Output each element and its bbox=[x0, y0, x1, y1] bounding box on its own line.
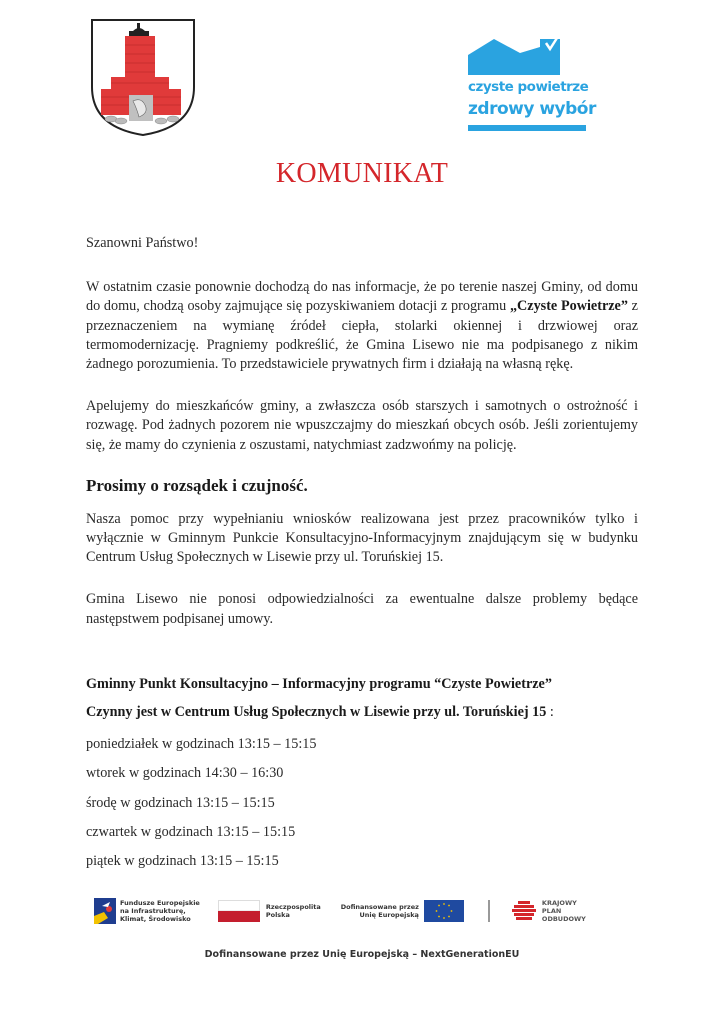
eu-flag-icon bbox=[424, 900, 464, 922]
logo-underline bbox=[468, 125, 586, 131]
office-location-text: Czynny jest w Centrum Usług Społecznych w Lisewie przy ul. Toruńskiej 15 bbox=[86, 704, 547, 721]
divider bbox=[488, 900, 490, 922]
paragraph-3: Nasza pomoc przy wypełnianiu wniosków realizowana jest przez pracowników tylko i wyłącznie w Gminnym Punkcie Konsultacyjno-Informacyjnym znajdującym się w budynku Centrum Usług Społecznych w Lisewie przy ul. Toruńskiej 15. bbox=[86, 510, 638, 566]
office-name: Gminny Punkt Konsultacyjno – Informacyjny programu “Czyste Powietrze” bbox=[86, 675, 552, 692]
office-location bbox=[86, 703, 638, 722]
eu-logo bbox=[341, 900, 464, 922]
page-title: KOMUNIKAT bbox=[275, 158, 449, 189]
program-name: „Czyste Powietrze” bbox=[509, 298, 628, 315]
hours-monday: poniedziałek w godzinach 13:15 – 15:15 bbox=[86, 736, 317, 753]
hours-thursday: czwartek w godzinach 13:15 – 15:15 bbox=[86, 823, 296, 840]
eu-label: Dofinansowane przez Unię Europejską bbox=[340, 903, 419, 919]
footer-text: Dofinansowane przez Unię Europejską – NextGenerationEU bbox=[204, 949, 520, 960]
office-location-suffix: : bbox=[546, 704, 554, 721]
pl-flag-icon bbox=[218, 900, 260, 922]
paragraph-2: Apelujemy do mieszkańców gminy, a zwłaszcza osób starszych i samotnych o ostrożność i rozwagę. Pod żadnych pozorem nie wpuszczajmy do mieszkań obcych osób. Jeśli zorientujemy się, że mamy do czynienia z oszustami, natychmiast zadzwońmy na policję. bbox=[86, 398, 638, 453]
czyste-powietrze-logo bbox=[468, 35, 596, 133]
logo-line-2: zdrowy wybór bbox=[468, 99, 596, 119]
fe-label: Fundusze Europejskie na Infrastrukturę, Klimat, Środowisko bbox=[120, 899, 200, 923]
logo-line-1: czyste powietrze bbox=[468, 79, 589, 95]
paragraph-1-text-end: z przeznaczeniem na wymianę źródeł ciepła, stolarki okiennej i drzwiowej oraz termomodernizację. Pragniemy podkreślić, że Gmina Lisewo nie ma podpisanego z nikim żadnego porozumienia. To przedstawiciele prywatnych firm i działają na własną rękę. bbox=[86, 298, 638, 373]
paragraph-1-text: W ostatnim czasie ponownie dochodzą do nas informacje, że po terenie naszej Gminy, od domu do domu, chodzą osoby zajmujące się pozyskiwaniem dotacji z programu bbox=[86, 279, 638, 315]
kpo-icon bbox=[512, 901, 536, 921]
rp-logo bbox=[218, 900, 321, 922]
letter-body bbox=[86, 234, 638, 871]
section-heading: Prosimy o rozsądek i czujność. bbox=[86, 475, 308, 495]
hours-wednesday: środę w godzinach 13:15 – 15:15 bbox=[86, 794, 275, 811]
fe-flag-icon bbox=[94, 898, 116, 924]
fe-logo bbox=[94, 898, 200, 924]
paragraph-4: Gmina Lisewo nie ponosi odpowiedzialności za ewentualne dalsze problemy będące następstwem podpisanej umowy. bbox=[86, 591, 638, 627]
greeting: Szanowni Państwo! bbox=[86, 235, 199, 251]
kpo-label: KRAJOWY PLAN ODBUDOWY bbox=[541, 899, 586, 923]
house-check-icon bbox=[468, 35, 586, 75]
hours-tuesday: wtorek w godzinach 14:30 – 16:30 bbox=[86, 765, 284, 782]
crest-logo bbox=[89, 17, 197, 137]
paragraph-1 bbox=[86, 278, 638, 374]
kpo-logo bbox=[512, 899, 586, 923]
funding-logos bbox=[94, 898, 594, 924]
hours-friday: piątek w godzinach 13:15 – 15:15 bbox=[86, 853, 279, 870]
rp-label: Rzeczpospolita Polska bbox=[265, 903, 321, 919]
